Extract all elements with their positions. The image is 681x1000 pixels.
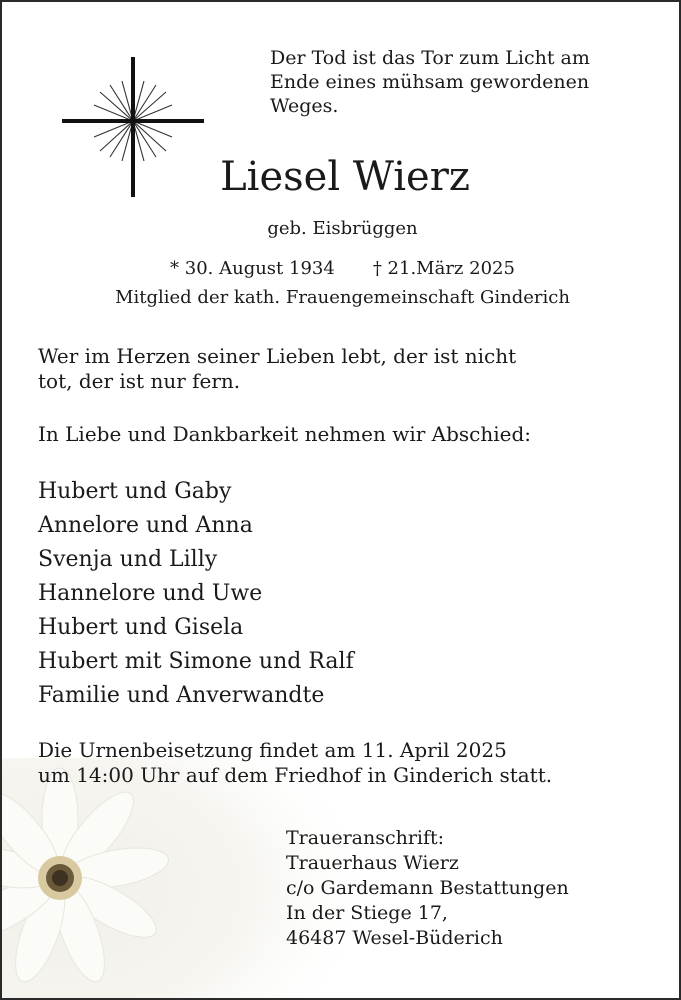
birth-name: geb. Eisbrüggen: [267, 218, 418, 239]
mourner: Annelore und Anna: [38, 513, 253, 538]
address-line: 46487 Wesel-Büderich: [286, 927, 503, 949]
mourner: Svenja und Lilly: [38, 547, 218, 572]
quote: [38, 344, 658, 394]
mourner: Hubert mit Simone und Ralf: [38, 649, 354, 674]
motto-line: Ende eines mühsam gewordenen: [270, 71, 590, 93]
address-line: c/o Gardemann Bestattungen: [286, 877, 569, 899]
mourner: Hubert und Gaby: [38, 479, 232, 504]
burial-notice: [38, 738, 658, 788]
mourner: Hannelore und Uwe: [38, 581, 263, 606]
deceased-name: Liesel Wierz: [220, 154, 470, 200]
motto-line: Der Tod ist das Tor zum Licht am: [270, 47, 590, 69]
quote-line: tot, der ist nur fern.: [38, 369, 241, 393]
mourner: Hubert und Gisela: [38, 615, 244, 640]
mourning-address: [286, 826, 569, 951]
mourner: Familie und Anverwandte: [38, 683, 325, 708]
motto-verse: [270, 46, 670, 118]
death-date: † 21.März 2025: [372, 258, 515, 279]
burial-line: Die Urnenbeisetzung findet am 11. April 2025: [38, 738, 507, 762]
address-line: Trauerhaus Wierz: [286, 852, 459, 874]
address-line: In der Stiege 17,: [286, 902, 448, 924]
address-line: Traueranschrift:: [286, 827, 445, 849]
life-dates: [2, 257, 681, 281]
mourners-list: [38, 475, 354, 713]
membership-note: Mitglied der kath. Frauengemeinschaft Ginderich: [115, 287, 570, 308]
quote-line: Wer im Herzen seiner Lieben lebt, der ist nicht: [38, 344, 517, 368]
farewell-line: In Liebe und Dankbarkeit nehmen wir Abschied:: [38, 422, 531, 446]
burial-line: um 14:00 Uhr auf dem Friedhof in Ginderich statt.: [38, 763, 553, 787]
motto-line: Weges.: [270, 95, 339, 117]
birth-date: * 30. August 1934: [170, 258, 335, 279]
